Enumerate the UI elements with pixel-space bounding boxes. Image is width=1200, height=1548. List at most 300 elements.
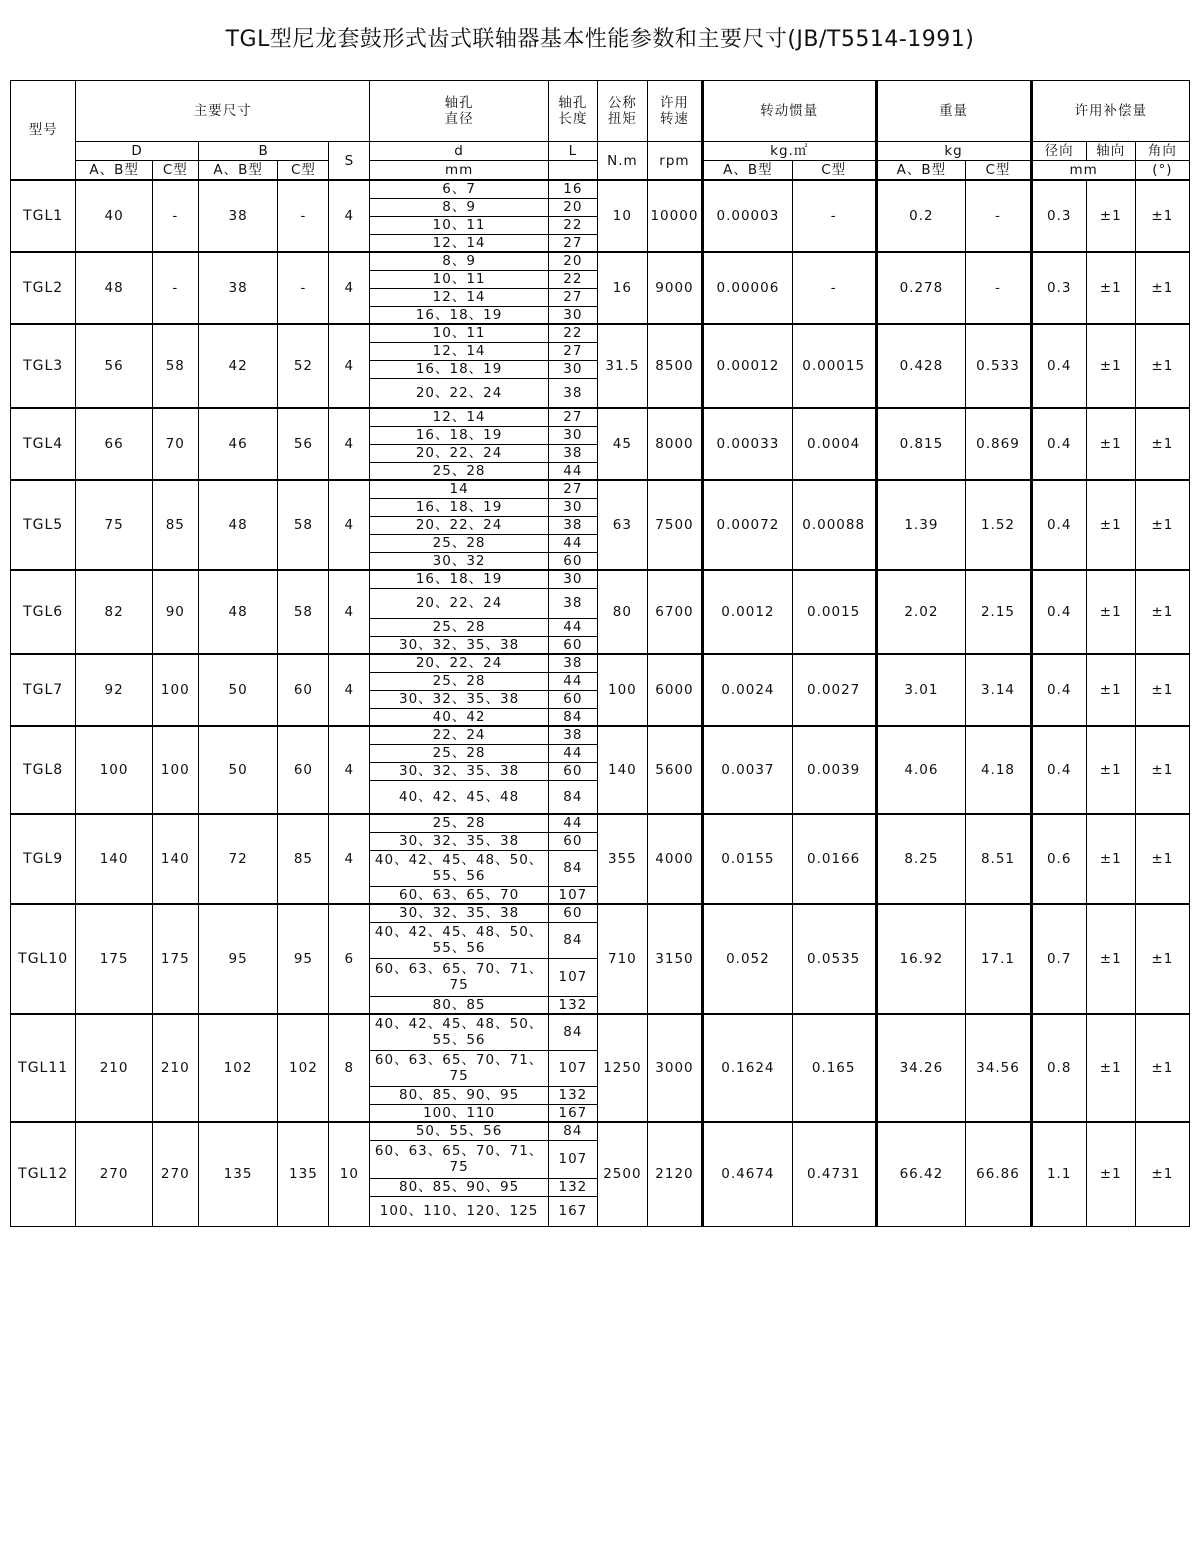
cell-comp-axial: ±1 [1086,904,1135,1014]
cell-dim-D-c: - [152,180,198,252]
cell-bore-diameter: 30、32、35、38 [370,690,549,708]
cell-bore-length: 107 [548,1140,597,1178]
cell-dim-B-c: 58 [278,570,329,654]
cell-dim-B-ab: 95 [198,904,278,1014]
header-compensation: 许用补偿量 [1031,81,1189,142]
cell-bore-diameter: 10、11 [370,216,549,234]
cell-dim-S: 4 [329,654,370,726]
header-B-ab: A、B型 [198,161,278,181]
cell-speed: 6700 [647,570,702,654]
cell-torque: 100 [597,654,647,726]
cell-inertia-c: 0.0015 [792,570,876,654]
cell-comp-angular: ±1 [1135,726,1189,814]
cell-comp-axial: ±1 [1086,480,1135,570]
cell-weight-c: 1.52 [966,480,1031,570]
cell-dim-D-c: 210 [152,1014,198,1122]
cell-bore-diameter: 16、18、19 [370,570,549,588]
cell-weight-c: 0.533 [966,324,1031,408]
cell-dim-B-ab: 38 [198,252,278,324]
cell-inertia-ab: 0.0155 [703,814,793,904]
cell-bore-length: 27 [548,342,597,360]
header-main-dims: 主要尺寸 [76,81,370,142]
cell-bore-diameter: 60、63、65、70、71、75 [370,958,549,996]
cell-dim-D-ab: 175 [76,904,153,1014]
cell-dim-D-ab: 66 [76,408,153,480]
cell-bore-diameter: 30、32、35、38 [370,762,549,780]
cell-dim-B-c: 58 [278,480,329,570]
cell-dim-B-ab: 102 [198,1014,278,1122]
cell-speed: 4000 [647,814,702,904]
cell-inertia-ab: 0.0024 [703,654,793,726]
header-axial: 轴向 [1086,142,1135,161]
cell-comp-angular: ±1 [1135,814,1189,904]
cell-bore-diameter: 16、18、19 [370,498,549,516]
table-row [11,324,1190,342]
cell-inertia-c: 0.0166 [792,814,876,904]
cell-inertia-ab: 0.1624 [703,1014,793,1122]
cell-torque: 2500 [597,1122,647,1226]
header-angle-unit: (°) [1135,161,1189,181]
cell-bore-diameter: 30、32、35、38 [370,636,549,654]
cell-bore-length: 38 [548,516,597,534]
header-D: D [76,142,198,161]
cell-bore-length: 38 [548,588,597,618]
cell-comp-angular: ±1 [1135,654,1189,726]
cell-bore-diameter: 8、9 [370,252,549,270]
cell-dim-S: 8 [329,1014,370,1122]
cell-inertia-c: 0.00015 [792,324,876,408]
cell-weight-ab: 1.39 [876,480,966,570]
header-inertia-unit: kg.㎡ [703,142,877,161]
header-weight-ab: A、B型 [876,161,966,181]
cell-dim-S: 4 [329,480,370,570]
cell-bore-diameter: 12、14 [370,288,549,306]
cell-torque: 140 [597,726,647,814]
cell-bore-diameter: 16、18、19 [370,426,549,444]
cell-bore-length: 44 [548,744,597,762]
cell-dim-D-ab: 48 [76,252,153,324]
cell-bore-diameter: 16、18、19 [370,306,549,324]
cell-comp-axial: ±1 [1086,408,1135,480]
cell-dim-B-c: 60 [278,654,329,726]
cell-comp-radial: 0.4 [1031,480,1086,570]
cell-bore-diameter: 25、28 [370,534,549,552]
cell-bore-length: 38 [548,726,597,744]
table-row [11,252,1190,270]
cell-bore-diameter: 40、42、45、48、50、55、56 [370,922,549,958]
cell-bore-diameter: 22、24 [370,726,549,744]
cell-bore-length: 84 [548,922,597,958]
cell-bore-length: 30 [548,360,597,378]
cell-weight-c: 34.56 [966,1014,1031,1122]
cell-weight-c: 8.51 [966,814,1031,904]
header-inertia-c: C型 [792,161,876,181]
cell-weight-c: 4.18 [966,726,1031,814]
cell-comp-radial: 0.3 [1031,180,1086,252]
cell-bore-diameter: 20、22、24 [370,378,549,408]
cell-bore-diameter: 20、22、24 [370,654,549,672]
cell-bore-length: 60 [548,762,597,780]
cell-comp-radial: 0.4 [1031,654,1086,726]
table-row [11,408,1190,426]
cell-speed: 8500 [647,324,702,408]
cell-bore-diameter: 25、28 [370,618,549,636]
cell-dim-D-ab: 56 [76,324,153,408]
cell-comp-radial: 0.4 [1031,726,1086,814]
cell-inertia-c: 0.00088 [792,480,876,570]
cell-comp-radial: 0.8 [1031,1014,1086,1122]
cell-inertia-ab: 0.052 [703,904,793,1014]
cell-dim-B-ab: 42 [198,324,278,408]
cell-dim-D-ab: 270 [76,1122,153,1226]
cell-bore-length: 27 [548,234,597,252]
cell-dim-D-ab: 100 [76,726,153,814]
cell-weight-c: - [966,180,1031,252]
cell-comp-axial: ±1 [1086,252,1135,324]
cell-inertia-c: 0.0027 [792,654,876,726]
cell-bore-diameter: 12、14 [370,234,549,252]
cell-dim-D-ab: 40 [76,180,153,252]
cell-inertia-ab: 0.00072 [703,480,793,570]
cell-comp-angular: ±1 [1135,570,1189,654]
cell-dim-B-ab: 38 [198,180,278,252]
table-row [11,1122,1190,1140]
cell-comp-angular: ±1 [1135,180,1189,252]
cell-bore-length: 30 [548,306,597,324]
cell-bore-length: 38 [548,654,597,672]
cell-weight-ab: 3.01 [876,654,966,726]
table-row [11,480,1190,498]
cell-model: TGL10 [11,904,76,1014]
table-row [11,904,1190,922]
cell-bore-length: 107 [548,958,597,996]
cell-comp-radial: 0.4 [1031,570,1086,654]
cell-bore-diameter: 20、22、24 [370,516,549,534]
cell-bore-diameter: 14 [370,480,549,498]
cell-bore-diameter: 30、32 [370,552,549,570]
cell-bore-length: 27 [548,288,597,306]
cell-comp-axial: ±1 [1086,654,1135,726]
cell-bore-length: 20 [548,198,597,216]
header-inertia: 转动惯量 [703,81,877,142]
cell-bore-length: 44 [548,672,597,690]
cell-comp-radial: 0.7 [1031,904,1086,1014]
cell-bore-length: 30 [548,498,597,516]
cell-weight-ab: 0.278 [876,252,966,324]
cell-bore-diameter: 40、42、45、48、50、55、56 [370,850,549,886]
cell-dim-B-ab: 50 [198,654,278,726]
cell-inertia-c: - [792,252,876,324]
cell-comp-axial: ±1 [1086,726,1135,814]
cell-bore-diameter: 40、42 [370,708,549,726]
cell-model: TGL8 [11,726,76,814]
header-weight-c: C型 [966,161,1031,181]
header-D-ab: A、B型 [76,161,153,181]
header-speed: 许用 转速 [647,81,702,142]
cell-dim-D-c: 58 [152,324,198,408]
cell-bore-length: 60 [548,904,597,922]
cell-inertia-ab: 0.00003 [703,180,793,252]
cell-bore-length: 22 [548,324,597,342]
cell-bore-length: 84 [548,850,597,886]
cell-torque: 710 [597,904,647,1014]
cell-bore-length: 84 [548,708,597,726]
header-bore: 轴孔 直径 [370,81,549,142]
header-D-c: C型 [152,161,198,181]
cell-dim-D-ab: 92 [76,654,153,726]
cell-torque: 16 [597,252,647,324]
cell-bore-diameter: 25、28 [370,744,549,762]
cell-dim-B-c: 52 [278,324,329,408]
cell-dim-B-c: - [278,252,329,324]
table-row [11,814,1190,832]
spec-table [10,80,1190,1227]
cell-comp-angular: ±1 [1135,480,1189,570]
cell-bore-diameter: 60、63、65、70 [370,886,549,904]
cell-inertia-ab: 0.4674 [703,1122,793,1226]
cell-dim-B-c: 56 [278,408,329,480]
cell-speed: 2120 [647,1122,702,1226]
table-row [11,726,1190,744]
cell-inertia-ab: 0.00012 [703,324,793,408]
cell-dim-D-c: 270 [152,1122,198,1226]
cell-bore-length: 107 [548,886,597,904]
cell-weight-ab: 0.2 [876,180,966,252]
cell-dim-B-c: - [278,180,329,252]
cell-comp-radial: 0.4 [1031,408,1086,480]
cell-bore-length: 60 [548,832,597,850]
header-weight: 重量 [876,81,1031,142]
cell-model: TGL1 [11,180,76,252]
cell-bore-diameter: 60、63、65、70、71、75 [370,1050,549,1086]
cell-comp-angular: ±1 [1135,408,1189,480]
cell-inertia-c: 0.4731 [792,1122,876,1226]
cell-model: TGL4 [11,408,76,480]
header-B-c: C型 [278,161,329,181]
cell-bore-length: 167 [548,1196,597,1226]
cell-speed: 7500 [647,480,702,570]
cell-dim-S: 4 [329,570,370,654]
cell-bore-length: 84 [548,780,597,814]
cell-bore-length: 20 [548,252,597,270]
cell-bore-length: 60 [548,636,597,654]
cell-weight-ab: 2.02 [876,570,966,654]
cell-dim-B-ab: 48 [198,570,278,654]
cell-bore-diameter: 80、85、90、95 [370,1178,549,1196]
cell-bore-length: 38 [548,444,597,462]
header-model: 型号 [11,81,76,181]
cell-comp-angular: ±1 [1135,1122,1189,1226]
cell-bore-diameter: 25、28 [370,462,549,480]
cell-weight-c: 3.14 [966,654,1031,726]
cell-bore-diameter: 6、7 [370,180,549,198]
cell-dim-S: 4 [329,180,370,252]
cell-dim-S: 4 [329,252,370,324]
cell-bore-length: 167 [548,1104,597,1122]
cell-dim-S: 10 [329,1122,370,1226]
cell-bore-length: 27 [548,480,597,498]
cell-dim-B-c: 85 [278,814,329,904]
cell-bore-length: 30 [548,570,597,588]
cell-comp-axial: ±1 [1086,324,1135,408]
cell-torque: 45 [597,408,647,480]
cell-dim-D-ab: 82 [76,570,153,654]
cell-inertia-c: 0.0004 [792,408,876,480]
cell-torque: 80 [597,570,647,654]
cell-inertia-c: 0.0039 [792,726,876,814]
cell-bore-length: 44 [548,618,597,636]
cell-weight-c: 66.86 [966,1122,1031,1226]
cell-dim-D-c: - [152,252,198,324]
table-row [11,570,1190,588]
cell-bore-diameter: 10、11 [370,270,549,288]
cell-bore-length: 27 [548,408,597,426]
cell-dim-D-ab: 140 [76,814,153,904]
cell-bore-length: 22 [548,216,597,234]
cell-bore-length: 107 [548,1050,597,1086]
cell-dim-D-ab: 210 [76,1014,153,1122]
header-bore-unit: mm [370,161,549,181]
cell-dim-S: 4 [329,408,370,480]
cell-weight-ab: 66.42 [876,1122,966,1226]
cell-comp-axial: ±1 [1086,814,1135,904]
cell-speed: 6000 [647,654,702,726]
header-length: 轴孔 长度 [548,81,597,142]
cell-comp-angular: ±1 [1135,904,1189,1014]
cell-weight-ab: 16.92 [876,904,966,1014]
header-d: d [370,142,549,161]
header-speed-unit: rpm [647,142,702,181]
cell-dim-B-ab: 135 [198,1122,278,1226]
cell-weight-c: - [966,252,1031,324]
cell-dim-D-c: 100 [152,654,198,726]
cell-dim-B-c: 60 [278,726,329,814]
cell-comp-axial: ±1 [1086,1014,1135,1122]
cell-bore-diameter: 60、63、65、70、71、75 [370,1140,549,1178]
cell-bore-length: 84 [548,1014,597,1050]
cell-model: TGL2 [11,252,76,324]
cell-bore-diameter: 40、42、45、48、50、55、56 [370,1014,549,1050]
cell-bore-diameter: 40、42、45、48 [370,780,549,814]
cell-model: TGL6 [11,570,76,654]
cell-bore-length: 60 [548,690,597,708]
cell-dim-D-c: 175 [152,904,198,1014]
cell-inertia-ab: 0.00006 [703,252,793,324]
header-comp-unit: mm [1031,161,1135,181]
cell-dim-D-ab: 75 [76,480,153,570]
cell-bore-diameter: 50、55、56 [370,1122,549,1140]
cell-dim-B-ab: 50 [198,726,278,814]
header-S: S [329,142,370,181]
cell-dim-S: 4 [329,726,370,814]
cell-comp-angular: ±1 [1135,252,1189,324]
cell-bore-length: 132 [548,1178,597,1196]
cell-dim-S: 4 [329,324,370,408]
cell-dim-B-ab: 48 [198,480,278,570]
cell-bore-diameter: 80、85、90、95 [370,1086,549,1104]
cell-inertia-ab: 0.0037 [703,726,793,814]
cell-inertia-c: 0.0535 [792,904,876,1014]
cell-comp-axial: ±1 [1086,570,1135,654]
header-L: L [548,142,597,161]
cell-bore-length: 60 [548,552,597,570]
table-row [11,654,1190,672]
header-inertia-ab: A、B型 [703,161,793,181]
cell-bore-length: 84 [548,1122,597,1140]
cell-bore-diameter: 100、110、120、125 [370,1196,549,1226]
cell-weight-ab: 0.428 [876,324,966,408]
cell-bore-length: 30 [548,426,597,444]
cell-bore-length: 22 [548,270,597,288]
cell-inertia-ab: 0.0012 [703,570,793,654]
cell-speed: 10000 [647,180,702,252]
cell-bore-length: 132 [548,1086,597,1104]
cell-dim-B-c: 102 [278,1014,329,1122]
header-torque-unit: N.m [597,142,647,181]
cell-weight-ab: 0.815 [876,408,966,480]
header-angular: 角向 [1135,142,1189,161]
cell-bore-length: 44 [548,462,597,480]
cell-comp-radial: 0.3 [1031,252,1086,324]
cell-dim-S: 4 [329,814,370,904]
cell-speed: 3150 [647,904,702,1014]
cell-bore-diameter: 30、32、35、38 [370,832,549,850]
cell-bore-length: 16 [548,180,597,198]
cell-bore-diameter: 12、14 [370,408,549,426]
cell-dim-B-ab: 72 [198,814,278,904]
cell-weight-c: 0.869 [966,408,1031,480]
cell-dim-D-c: 140 [152,814,198,904]
cell-speed: 8000 [647,408,702,480]
cell-dim-D-c: 85 [152,480,198,570]
cell-inertia-c: 0.165 [792,1014,876,1122]
cell-torque: 31.5 [597,324,647,408]
header-torque: 公称 扭矩 [597,81,647,142]
cell-bore-diameter: 8、9 [370,198,549,216]
cell-speed: 9000 [647,252,702,324]
cell-model: TGL7 [11,654,76,726]
header-radial: 径向 [1031,142,1086,161]
cell-comp-radial: 0.4 [1031,324,1086,408]
cell-model: TGL5 [11,480,76,570]
cell-bore-diameter: 20、22、24 [370,588,549,618]
cell-bore-diameter: 10、11 [370,324,549,342]
cell-weight-c: 17.1 [966,904,1031,1014]
cell-weight-ab: 34.26 [876,1014,966,1122]
cell-model: TGL11 [11,1014,76,1122]
cell-weight-c: 2.15 [966,570,1031,654]
header-length-unit [548,161,597,181]
cell-dim-S: 6 [329,904,370,1014]
cell-comp-radial: 0.6 [1031,814,1086,904]
cell-torque: 63 [597,480,647,570]
cell-bore-length: 44 [548,534,597,552]
cell-inertia-c: - [792,180,876,252]
cell-comp-angular: ±1 [1135,1014,1189,1122]
cell-bore-length: 44 [548,814,597,832]
cell-model: TGL12 [11,1122,76,1226]
cell-bore-diameter: 16、18、19 [370,360,549,378]
cell-torque: 355 [597,814,647,904]
page-title: TGL型尼龙套鼓形式齿式联轴器基本性能参数和主要尺寸(JB/T5514-1991) [225,27,975,52]
cell-bore-diameter: 20、22、24 [370,444,549,462]
cell-dim-D-c: 100 [152,726,198,814]
cell-bore-length: 132 [548,996,597,1014]
cell-dim-B-ab: 46 [198,408,278,480]
cell-bore-diameter: 80、85 [370,996,549,1014]
cell-weight-ab: 4.06 [876,726,966,814]
cell-torque: 10 [597,180,647,252]
